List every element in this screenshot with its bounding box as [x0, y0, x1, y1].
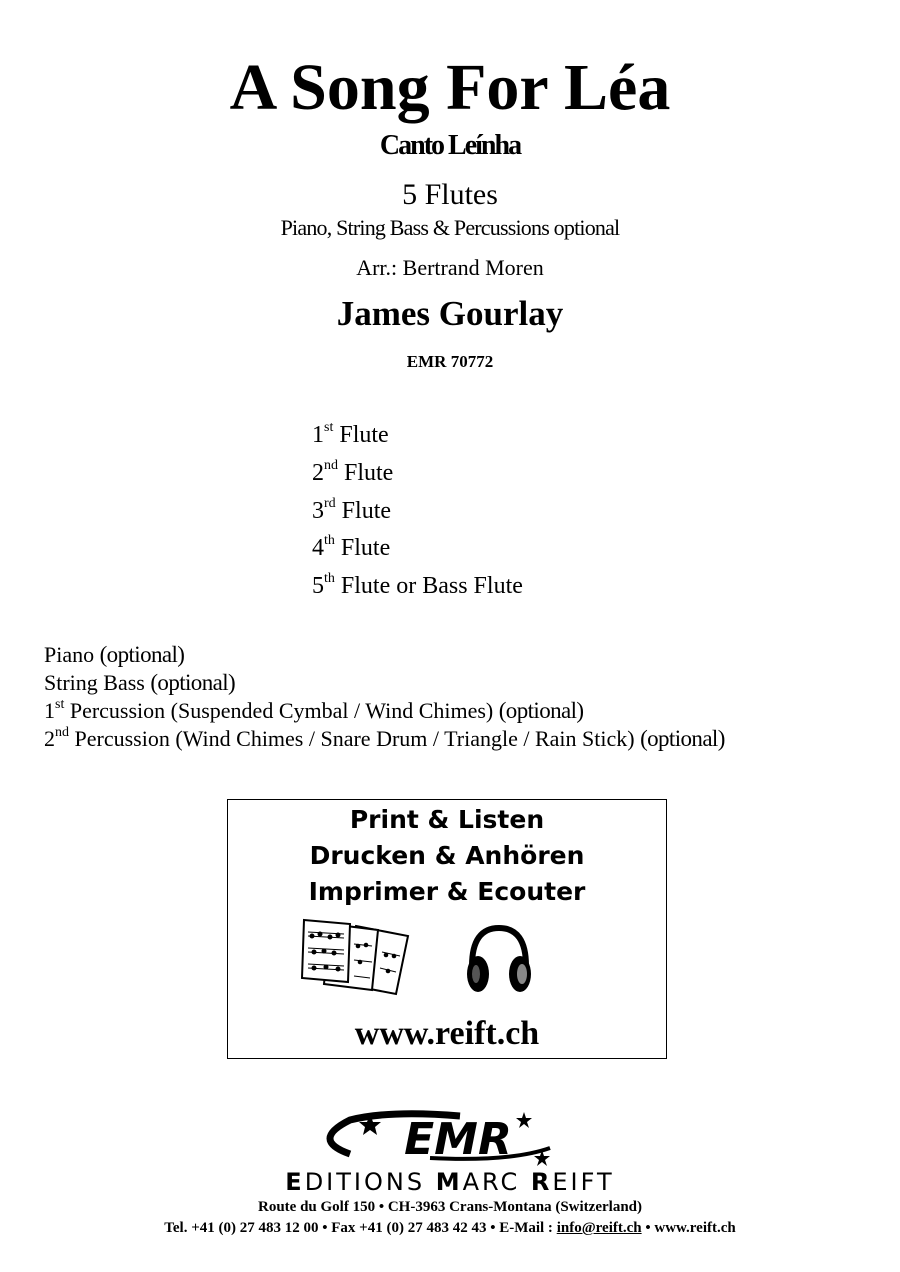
instrumentation: 5 Flutes — [402, 178, 498, 211]
part-ordinal: 1 — [312, 422, 324, 448]
publisher-name-part: DITIONS — [304, 1168, 436, 1196]
part-ordinal-suffix: rd — [324, 496, 336, 511]
publisher-initial: E — [285, 1168, 305, 1196]
score-subtitle: Canto Leínha — [379, 130, 521, 161]
part-name: Piano — [44, 642, 95, 667]
phone-fax: Tel. +41 (0) 27 483 12 00 • Fax +41 (0) 27 483 42 43 • E-Mail : — [164, 1220, 557, 1236]
catalog-number: EMR 70772 — [406, 352, 494, 371]
footer-website: • www.reift.ch — [641, 1220, 736, 1236]
part-ordinal: 1 — [44, 698, 55, 723]
part-ordinal: 2 — [44, 726, 55, 751]
optional-note: (optional) — [150, 670, 236, 695]
publisher-initial: M — [435, 1168, 463, 1196]
part-name: String Bass — [44, 670, 145, 695]
optional-part — [44, 641, 184, 669]
publisher-name-part: ARC — [462, 1168, 531, 1196]
part-ordinal-suffix: st — [55, 696, 65, 712]
part-ordinal-suffix: th — [324, 571, 335, 586]
part-name: Percussion (Suspended Cymbal / Wind Chimes) — [69, 698, 494, 723]
optional-part — [44, 725, 725, 753]
part-name: Flute — [340, 535, 391, 561]
publisher-address: Route du Golf 150 • CH-3963 Crans-Montana (Switzerland) — [258, 1199, 642, 1215]
composer: James Gourlay — [336, 294, 564, 333]
logo-text: EMR — [404, 1114, 512, 1165]
emr-logo — [310, 1110, 590, 1166]
part-ordinal: 4 — [312, 535, 324, 561]
part-ordinal-suffix: nd — [324, 458, 338, 473]
part-ordinal-suffix: th — [324, 533, 335, 548]
optional-part — [44, 697, 583, 725]
optional-part — [44, 669, 235, 697]
part-ordinal-suffix: nd — [55, 724, 69, 740]
headphones-icon — [464, 922, 534, 1002]
optional-note: (optional) — [640, 726, 725, 751]
score-title: A Song For Léa — [229, 51, 671, 124]
part-name: Percussion (Wind Chimes / Snare Drum / Triangle / Rain Stick) — [74, 726, 635, 751]
sheet-music-icon — [300, 918, 412, 998]
part-name: Flute — [344, 460, 394, 486]
publisher-name — [0, 1168, 900, 1196]
publisher-initial: R — [530, 1168, 553, 1196]
email-link[interactable]: info@reift.ch — [556, 1220, 642, 1236]
part-ordinal: 5 — [312, 573, 324, 599]
part-name: Flute — [339, 422, 389, 448]
part-ordinal: 3 — [312, 498, 324, 524]
promo-line-french: Imprimer & Ecouter — [308, 877, 586, 906]
flute-part — [312, 496, 391, 526]
arranger: Arr.: Bertrand Moren — [356, 255, 544, 280]
publisher-name-part: EIFT — [552, 1168, 615, 1196]
promo-line-english: Print & Listen — [349, 805, 545, 834]
flute-part — [312, 458, 393, 488]
print-listen-box — [227, 799, 667, 1059]
part-ordinal: 2 — [312, 460, 324, 486]
flute-part — [312, 571, 523, 601]
optional-note: (optional) — [99, 642, 185, 667]
optional-note: (optional) — [498, 698, 584, 723]
part-name: Flute or Bass Flute — [340, 573, 523, 599]
optional-instruments: Piano, String Bass & Percussions optional — [280, 215, 620, 240]
flute-part — [312, 420, 389, 450]
part-ordinal-suffix: st — [324, 420, 334, 435]
publisher-contact — [0, 1218, 900, 1238]
promo-line-german: Drucken & Anhören — [309, 841, 585, 870]
flute-part — [312, 533, 390, 563]
part-name: Flute — [341, 498, 392, 524]
website-link[interactable]: www.reift.ch — [354, 1015, 540, 1052]
